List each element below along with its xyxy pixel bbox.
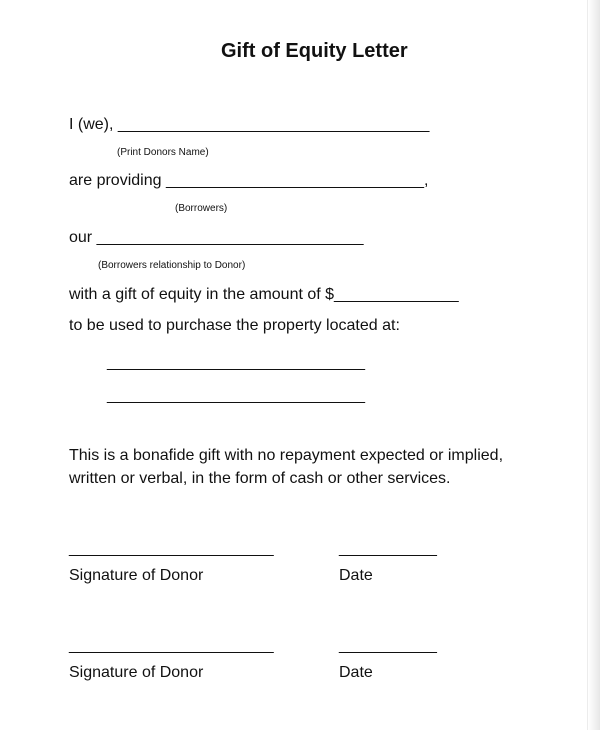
statement-line-1: This is a bonafide gift with no repayment expected or implied, bbox=[69, 447, 504, 464]
donor-signature-label-1: Signature of Donor bbox=[69, 567, 204, 584]
date-blank-1: ___________ bbox=[339, 540, 437, 557]
property-line: to be used to purchase the property located at: bbox=[69, 317, 400, 334]
page-edge-shadow bbox=[587, 0, 600, 730]
date-label-1: Date bbox=[339, 567, 373, 584]
donor-name-line: I (we), ___________________________________ bbox=[69, 116, 430, 133]
document-title: Gift of Equity Letter bbox=[221, 40, 408, 62]
relationship-line: our ______________________________ bbox=[69, 229, 364, 246]
address-blank-1: _____________________________ bbox=[107, 354, 366, 371]
borrowers-caption: (Borrowers) bbox=[175, 203, 228, 214]
relationship-caption: (Borrowers relationship to Donor) bbox=[98, 260, 246, 271]
donor-signature-blank-1: _______________________ bbox=[69, 540, 274, 557]
donor-signature-label-2: Signature of Donor bbox=[69, 664, 204, 681]
date-label-2: Date bbox=[339, 664, 373, 681]
gift-amount-line: with a gift of equity in the amount of $______________ bbox=[69, 286, 459, 303]
donor-signature-blank-2: _______________________ bbox=[69, 637, 274, 654]
date-blank-2: ___________ bbox=[339, 637, 437, 654]
address-blank-2: _____________________________ bbox=[107, 387, 366, 404]
statement-line-2: written or verbal, in the form of cash or other services. bbox=[69, 470, 451, 487]
donor-name-caption: (Print Donors Name) bbox=[117, 147, 209, 158]
borrowers-line: are providing _____________________________, bbox=[69, 172, 429, 189]
